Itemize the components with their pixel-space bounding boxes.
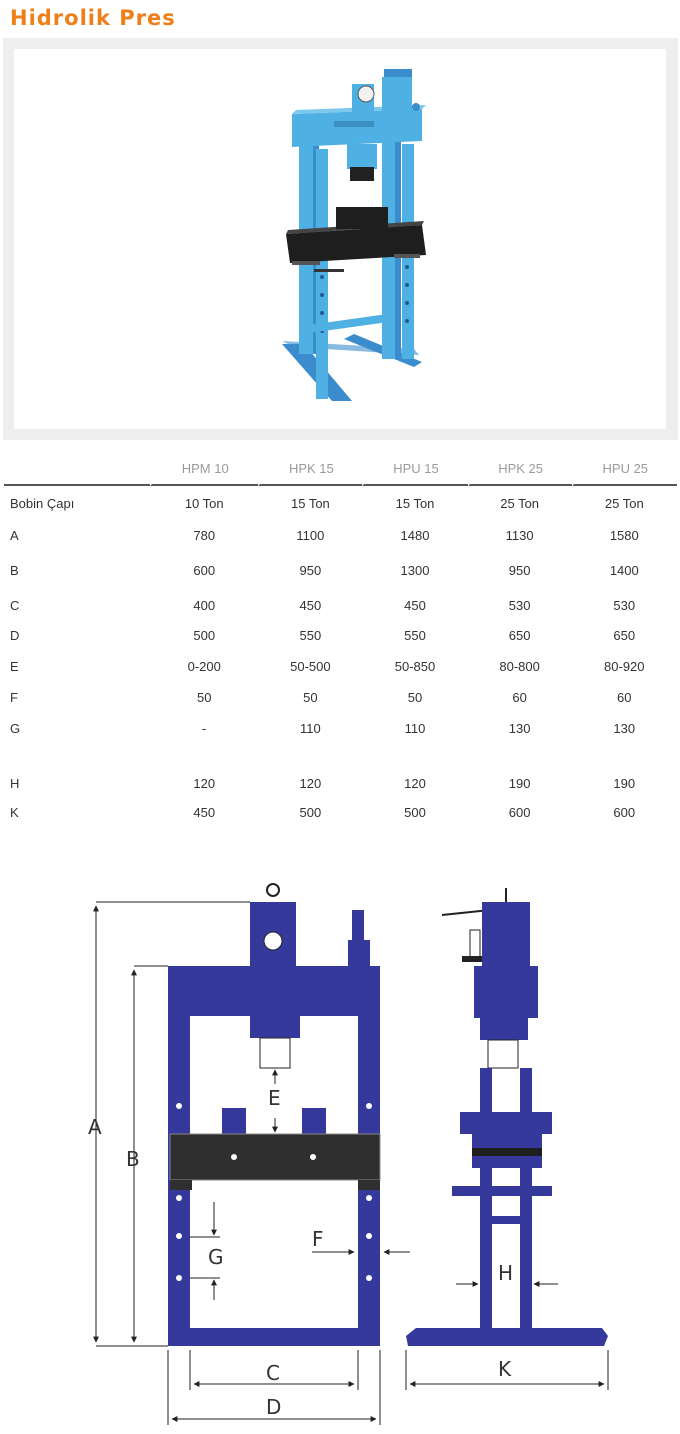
spec-cell: 80-800 (499, 659, 540, 674)
hydraulic-press-photo (14, 49, 666, 429)
spec-row-label: H (10, 776, 20, 791)
front-view (168, 884, 380, 1346)
spec-cell: 80-920 (604, 659, 645, 674)
spec-cell: 1300 (400, 562, 430, 578)
spec-row (4, 744, 677, 797)
spec-header-cell (4, 452, 150, 486)
spec-row-label: D (10, 628, 20, 643)
spec-header-cell: HPM 10 (150, 452, 258, 486)
spec-row (4, 486, 677, 520)
spec-cell: 130 (613, 721, 636, 736)
spec-row (4, 520, 677, 550)
dimension-label-b: B (126, 1147, 140, 1171)
spec-cell: 650 (613, 628, 636, 643)
spec-row-label: C (10, 597, 20, 613)
spec-cell: 500 (404, 805, 426, 820)
dimension-label-g: G (208, 1245, 224, 1269)
spec-row-label: F (10, 690, 18, 705)
spec-cell: 60 (512, 690, 527, 705)
spec-cell: 500 (299, 805, 322, 820)
dimension-diagram (80, 880, 620, 1430)
product-image (14, 49, 666, 429)
spec-row-label: G (10, 721, 21, 736)
spec-header-cell: HPK 25 (468, 452, 572, 486)
page-title: Hidrolik Pres (10, 6, 176, 30)
dimension-label-f: F (312, 1227, 324, 1251)
spec-cell: 600 (508, 805, 531, 820)
spec-cell: 600 (193, 562, 216, 578)
spec-cell: 110 (404, 721, 426, 736)
spec-cell: 120 (299, 776, 322, 791)
dimension-label-d: D (266, 1395, 282, 1419)
spec-cell: 400 (193, 597, 216, 613)
spec-row-label: E (10, 659, 19, 674)
product-image-frame (3, 38, 678, 440)
spec-cell: 110 (300, 721, 321, 736)
spec-cell: 60 (617, 690, 632, 705)
spec-cell: 950 (299, 562, 322, 578)
spec-cell: 950 (508, 562, 531, 578)
spec-table (4, 452, 677, 828)
spec-header-cell: HPK 15 (258, 452, 362, 486)
spec-header-cell: HPU 15 (362, 452, 467, 486)
spec-cell: 450 (404, 597, 426, 613)
spec-cell: - (202, 721, 207, 736)
spec-row (4, 651, 677, 682)
spec-cell: 1580 (609, 527, 639, 543)
spec-row (4, 550, 677, 590)
spec-cell: 530 (508, 597, 531, 613)
spec-row-label: A (10, 527, 19, 543)
spec-cell: 50-850 (394, 659, 436, 674)
spec-cell: 120 (193, 776, 216, 791)
spec-row-label: Bobin Çapı (10, 495, 75, 511)
spec-cell: 15 Ton (290, 495, 330, 511)
spec-cell: 500 (193, 628, 216, 643)
spec-cell: 530 (613, 597, 636, 613)
spec-cell: 780 (193, 527, 216, 543)
dimension-label-h: H (498, 1261, 514, 1285)
spec-cell: 1480 (400, 527, 430, 543)
spec-cell: 50-500 (290, 659, 331, 674)
dimension-label-a: A (88, 1115, 102, 1139)
dimension-label-k: K (498, 1357, 512, 1381)
spec-cell: 1100 (296, 527, 325, 543)
dimension-label-e: E (268, 1086, 281, 1110)
spec-row (4, 620, 677, 651)
spec-row (4, 797, 677, 828)
spec-cell: 1400 (609, 562, 639, 578)
spec-cell: 50 (196, 690, 212, 705)
spec-cell: 10 Ton (184, 495, 224, 511)
spec-cell: 1130 (505, 527, 534, 543)
spec-cell: 50 (407, 690, 423, 705)
spec-cell: 50 (303, 690, 318, 705)
spec-row (4, 590, 677, 620)
spec-cell: 550 (404, 628, 426, 643)
spec-cell: 650 (508, 628, 531, 643)
spec-header-row (4, 452, 677, 486)
spec-cell: 450 (299, 597, 322, 613)
spec-cell: 0-200 (187, 659, 221, 674)
spec-cell: 15 Ton (395, 495, 435, 511)
spec-cell: 25 Ton (500, 495, 540, 511)
spec-cell: 190 (508, 776, 531, 791)
dimension-label-c: C (266, 1361, 280, 1385)
spec-cell: 130 (508, 721, 531, 736)
spec-cell: 600 (613, 805, 636, 820)
spec-cell: 190 (613, 776, 636, 791)
spec-header-cell: HPU 25 (572, 452, 677, 486)
spec-cell: 550 (299, 628, 322, 643)
spec-row-label: B (10, 562, 19, 578)
spec-row (4, 682, 677, 713)
spec-cell: 25 Ton (604, 495, 644, 511)
spec-cell: 450 (193, 805, 216, 820)
spec-cell: 120 (404, 776, 426, 791)
spec-row (4, 713, 677, 744)
spec-row-label: K (10, 805, 19, 820)
